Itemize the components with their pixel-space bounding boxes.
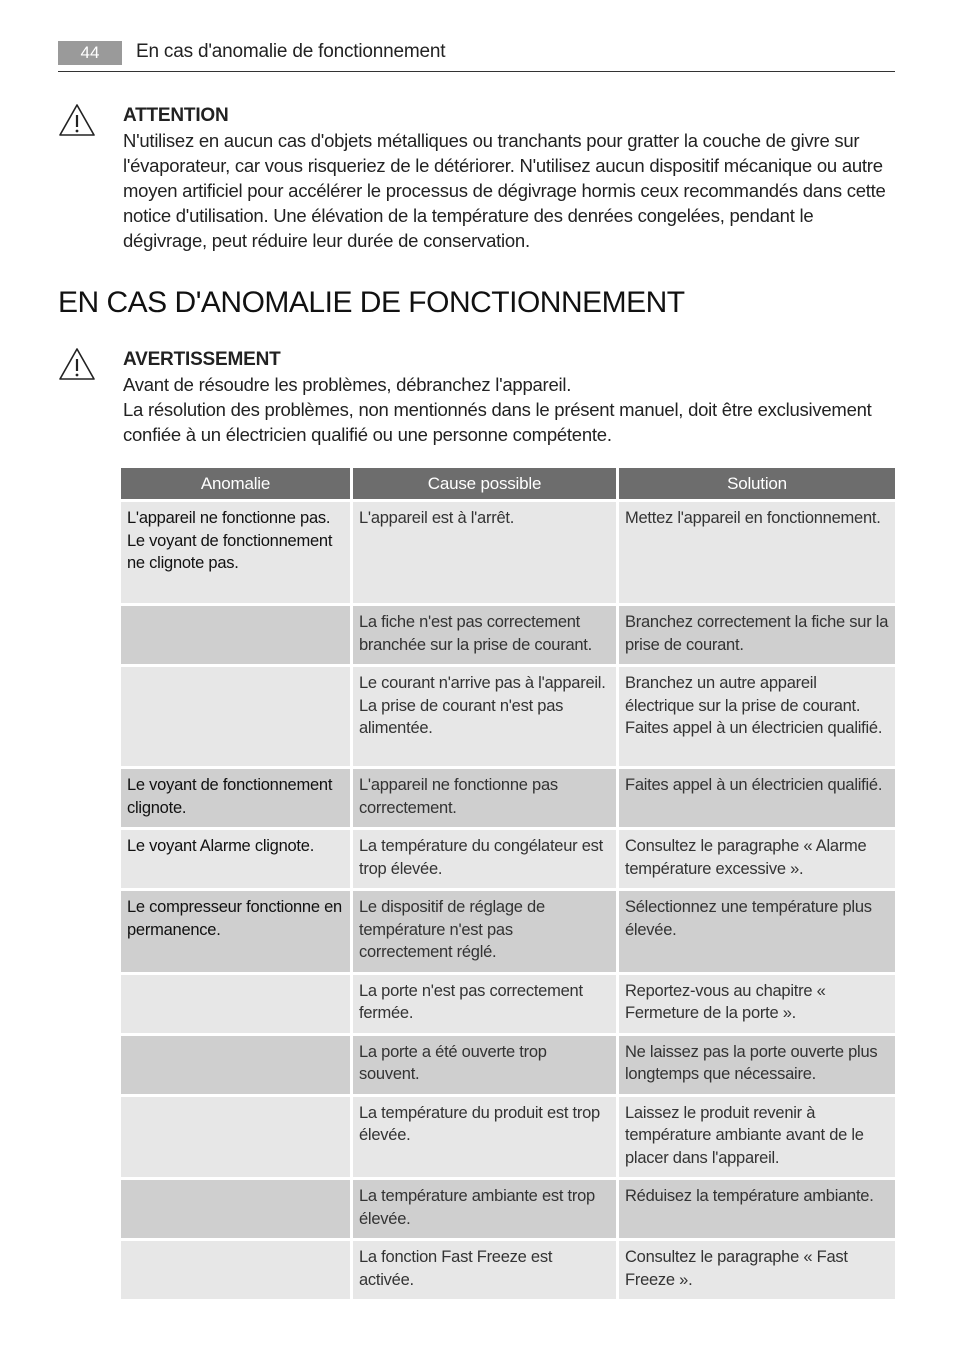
cause-cell: La fiche n'est pas correctement branchée sur la prise de courant. (353, 606, 616, 664)
table-row (121, 975, 895, 1033)
table-row (121, 1036, 895, 1094)
solution-cell: Réduisez la température ambiante. (619, 1180, 895, 1238)
solution-cell: Branchez un autre appareil électrique sur la prise de courant. Faites appel à un électricien qualifié. (619, 667, 895, 766)
solution-cell: Reportez-vous au chapitre « Fermeture de la porte ». (619, 975, 895, 1033)
solution-cell: Consultez le paragraphe « Fast Freeze ». (619, 1241, 895, 1299)
cause-cell: La fonction Fast Freeze est activée. (353, 1241, 616, 1299)
column-header-solution: Solution (619, 468, 895, 499)
anomalie-cell: Le voyant de fonctionnement clignote. (121, 769, 350, 827)
anomalie-cell (121, 606, 350, 664)
page-header (58, 39, 895, 72)
solution-cell: Branchez correctement la fiche sur la prise de courant. (619, 606, 895, 664)
cause-cell: La température du produit est trop élevée. (353, 1097, 616, 1178)
column-header-anomalie: Anomalie (121, 468, 350, 499)
anomalie-cell (121, 1036, 350, 1094)
cause-cell: Le dispositif de réglage de température n'est pas correctement réglé. (353, 891, 616, 972)
table-row (121, 891, 895, 972)
warning-triangle-icon (58, 347, 96, 381)
cause-cell: La porte n'est pas correctement fermée. (353, 975, 616, 1033)
column-header-cause: Cause possible (353, 468, 616, 499)
solution-cell: Faites appel à un électricien qualifié. (619, 769, 895, 827)
anomalie-cell (121, 1180, 350, 1238)
anomalie-cell: Le voyant Alarme clignote. (121, 830, 350, 888)
anomalie-cell: Le compresseur fonctionne en permanence. (121, 891, 350, 972)
table-row (121, 1097, 895, 1178)
solution-cell: Laissez le produit revenir à température ambiante avant de le placer dans l'appareil. (619, 1097, 895, 1178)
troubleshooting-table (118, 465, 898, 1302)
anomalie-cell: L'appareil ne fonctionne pas. Le voyant de fonctionnement ne clignote pas. (121, 502, 350, 603)
section-title: EN CAS D'ANOMALIE DE FONCTIONNEMENT (58, 286, 685, 319)
avertissement-line-1: Avant de résoudre les problèmes, débranchez l'appareil. (123, 374, 572, 395)
cause-cell: L'appareil ne fonctionne pas correctement. (353, 769, 616, 827)
avertissement-title: AVERTISSEMENT (123, 349, 281, 370)
solution-cell: Consultez le paragraphe « Alarme température excessive ». (619, 830, 895, 888)
attention-title: ATTENTION (123, 105, 229, 126)
solution-cell: Ne laissez pas la porte ouverte plus longtemps que nécessaire. (619, 1036, 895, 1094)
table-header-row (121, 468, 895, 499)
solution-cell: Mettez l'appareil en fonctionnement. (619, 502, 895, 603)
table-row (121, 1241, 895, 1299)
attention-text: N'utilisez en aucun cas d'objets métalliques ou tranchants pour gratter la couche de givre sur l'évaporateur, car vous risqueriez de le détériorer. N'utilisez aucun dispositif mécanique ou autre moyen artificiel pour accélérer le processus de dégivrage hormis ceux recommandés dans cette notice d'utilisation. Une élévation de la température des denrées congelées, pendant le dégivrage, peut réduire leur durée de conservation. (123, 130, 886, 251)
table-row (121, 606, 895, 664)
cause-cell: La température du congélateur est trop élevée. (353, 830, 616, 888)
cause-cell: La température ambiante est trop élevée. (353, 1180, 616, 1238)
avertissement-line-2: La résolution des problèmes, non mentionnés dans le présent manuel, doit être exclusivement confiée à un électricien qualifié ou une personne compétente. (123, 399, 872, 445)
table-row (121, 1180, 895, 1238)
cause-cell: La porte a été ouverte trop souvent. (353, 1036, 616, 1094)
solution-cell: Sélectionnez une température plus élevée. (619, 891, 895, 972)
table-row (121, 667, 895, 766)
table-row (121, 502, 895, 603)
page-number: 44 (58, 41, 122, 65)
warning-triangle-icon (58, 103, 96, 137)
table-row (121, 769, 895, 827)
cause-cell: Le courant n'arrive pas à l'appareil. La prise de courant n'est pas alimentée. (353, 667, 616, 766)
anomalie-cell (121, 1097, 350, 1178)
anomalie-cell (121, 667, 350, 766)
table-row (121, 830, 895, 888)
anomalie-cell (121, 975, 350, 1033)
anomalie-cell (121, 1241, 350, 1299)
cause-cell: L'appareil est à l'arrêt. (353, 502, 616, 603)
running-header-title: En cas d'anomalie de fonctionnement (136, 41, 446, 62)
